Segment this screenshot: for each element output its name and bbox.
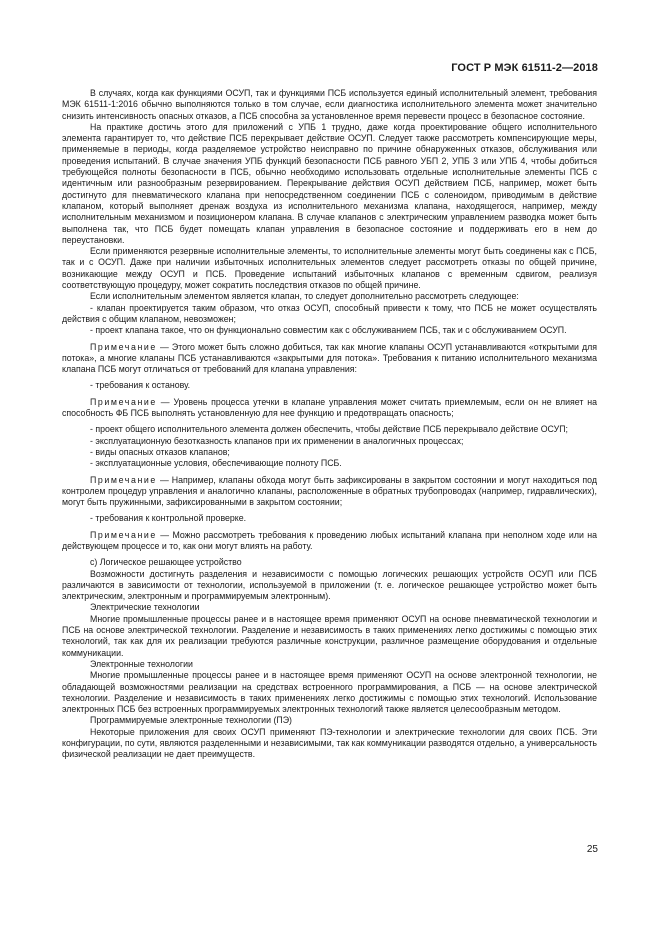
paragraph: Некоторые приложения для своих ОСУП применяют ПЭ-технологии и электрические технологии для своих ПСБ. Эти конфигурации, по сути, являются разделенными и независимыми, так как коммуникации разводятся отдельно, а универсальность физической реализации не дает преимуществ. <box>62 726 597 760</box>
note-text: Можно рассмотреть требования к проведению любых испытаний клапана при неполном ходе или на действующем процессе и то, как они могут влиять на работу. <box>62 529 597 551</box>
note <box>62 530 597 553</box>
note-text: Например, клапаны обхода могут быть зафиксированы в закрытом состоянии и могут находиться под контролем процедур управления и аналогично клапаны, расположенные в обратных трубопроводах (например, гидравлических), могут быть пружинными, зафиксированными в закрытом состоянии; <box>62 474 597 508</box>
list-item: - требования к останову. <box>90 380 191 391</box>
section-heading: с) Логическое решающее устройство <box>90 557 242 568</box>
note <box>62 475 597 509</box>
paragraph: Многие промышленные процессы ранее и в настоящее время применяют ОСУП на основе электронной технологии, не обладающей возможностями реализации на средствах встроенного программирования, а ПСБ — на основе электрической технологии. Разделение и независимость в таких применениях легко достижимы с помощью этих технологий. Использование электронных ПСБ без встроенных программируемых электронных технологий также является целесообразным методом. <box>62 670 597 715</box>
subsection-heading: Программируемые электронные технологии (ПЭ) <box>90 715 292 726</box>
note-dash: — <box>160 341 169 352</box>
standard-header: ГОСТ Р МЭК 61511-2—2018 <box>451 62 598 74</box>
paragraph: В случаях, когда как функциями ОСУП, так и функциями ПСБ используется единый исполнительный элемент, требования МЭК 61511-1:2016 обычно выполняются только в том случае, если диагностика исполнительного элемента может значительно снизить интенсивность опасных отказов, а ПСБ способна за установленное время перевести процесс в безопасное состояние. <box>62 88 597 121</box>
note-label: Примечание <box>90 529 157 540</box>
note-text: Этого может быть сложно добиться, так как многие клапаны ОСУП устанавливаются «открытыми для потока», а многие клапаны ПСБ устанавливаются «закрытыми для потока». Требования к питанию исполнительного механизма клапана ПСБ могут отличаться от требований для клапана управления: <box>62 341 597 375</box>
list-item: - требования к контрольной проверке. <box>90 513 247 524</box>
note <box>62 397 597 420</box>
document-body <box>62 88 597 761</box>
note-dash: — <box>160 396 170 407</box>
note-text: Уровень процесса утечки в клапане управления может считать приемлемым, если он не влияет на способность ФБ ПСБ выполнять установленную для нее функцию и предотвращать опасность; <box>62 396 598 419</box>
subsection-heading: Электронные технологии <box>90 658 193 669</box>
list-item: - проект клапана такое, что он функционально совместим как с обслуживанием ПСБ, так и с обслуживанием ОСУП. <box>90 325 567 336</box>
subsection-heading: Электрические технологии <box>90 602 200 613</box>
page-number: 25 <box>586 844 598 855</box>
paragraph: На практике достичь этого для приложений с УПБ 1 трудно, даже когда проектирование общего исполнительного элемента гарантирует то, что действие ПСБ перекрывает действие ОСУП. Следует также рассмотреть компенсирующие меры, применяемые в периоды, когда разделяемое устройство неисправно по причине обнаруженных отказов, обслуживания или проведения испытаний. В случае значения УПБ функций безопасности ПСБ равного УБП 2, УПБ 3 или УПБ 4, чтобы добиться требующейся полноты безопасности в ПСБ, обычно необходимо использовать отдельные исполнительные элементы ПСБ с идентичным или разнообразным резервированием. Перекрывание действия ОСУП действием ПСБ, например, может быть достигнуто для пневматического клапана при непосредственном соединении ПСБ с соленоидом, приводимым в действие клапаном, который выполняет дренаж воздуха из исполнительного механизма клапана, находящегося, например, между исполнительным механизмом и позиционером клапана. В случае клапанов с электрическим управлением разводка может быть выполнена так, что ПСБ будет помещать клапан управления в безопасное состояние и поддерживать его в нем до переустановки. <box>62 121 597 245</box>
note-label: Примечание <box>90 396 157 407</box>
paragraph: Если применяются резервные исполнительные элементы, то исполнительные элементы могут быть соединены как с ПСБ, так и с ОСУП. Даже при наличии избыточных исполнительных элементов следует рассмотреть отказы по общей причине, возникающие между ОСУП и ПСБ. Проведение испытаний избыточных клапанов с временным сдвигом, реализуя соответствующую процедуру, может сократить последствия отказов по общей причине. <box>62 246 597 291</box>
list-item: - виды опасных отказов клапанов; <box>90 446 230 457</box>
note-dash: — <box>160 529 170 540</box>
paragraph: Если исполнительным элементом является клапан, то следует дополнительно рассмотреть следующее: <box>90 291 519 302</box>
list-item: - проект общего исполнительного элемента должен обеспечить, чтобы действие ПСБ перекрывало действие ОСУП; <box>90 424 568 435</box>
note-dash: — <box>159 474 169 485</box>
list-item: - эксплуатационную безотказность клапанов при их применении в аналогичных процессах; <box>90 435 464 446</box>
list-item: - клапан проектируется таким образом, что отказ ОСУП, способный привести к тому, что ПСБ не может осуществлять действия с общим клапаном, невозможен; <box>62 302 597 324</box>
list-item: - эксплуатационные условия, обеспечивающие полноту ПСБ. <box>90 458 342 469</box>
note <box>62 342 597 376</box>
note-label: Примечание <box>90 341 157 352</box>
note-label: Примечание <box>90 474 157 485</box>
paragraph: Многие промышленные процессы ранее и в настоящее время применяют ОСУП на основе пневматической технологии и ПСБ на основе электрической технологии. Разделение и независимость в таких применениях легко достижимы с помощью этих технологий, так как для их реализации требуются различные конструкции, различное размещение оборудования и отдельные коммуникации. <box>62 613 597 658</box>
paragraph: Возможности достигнуть разделения и независимости с помощью логических решающих устройств ОСУП или ПСБ различаются в зависимости от технологии, используемой в приложении (т. е. логическое решающее устройство может быть электрическим, электронным и программируемым электронным). <box>62 568 597 602</box>
